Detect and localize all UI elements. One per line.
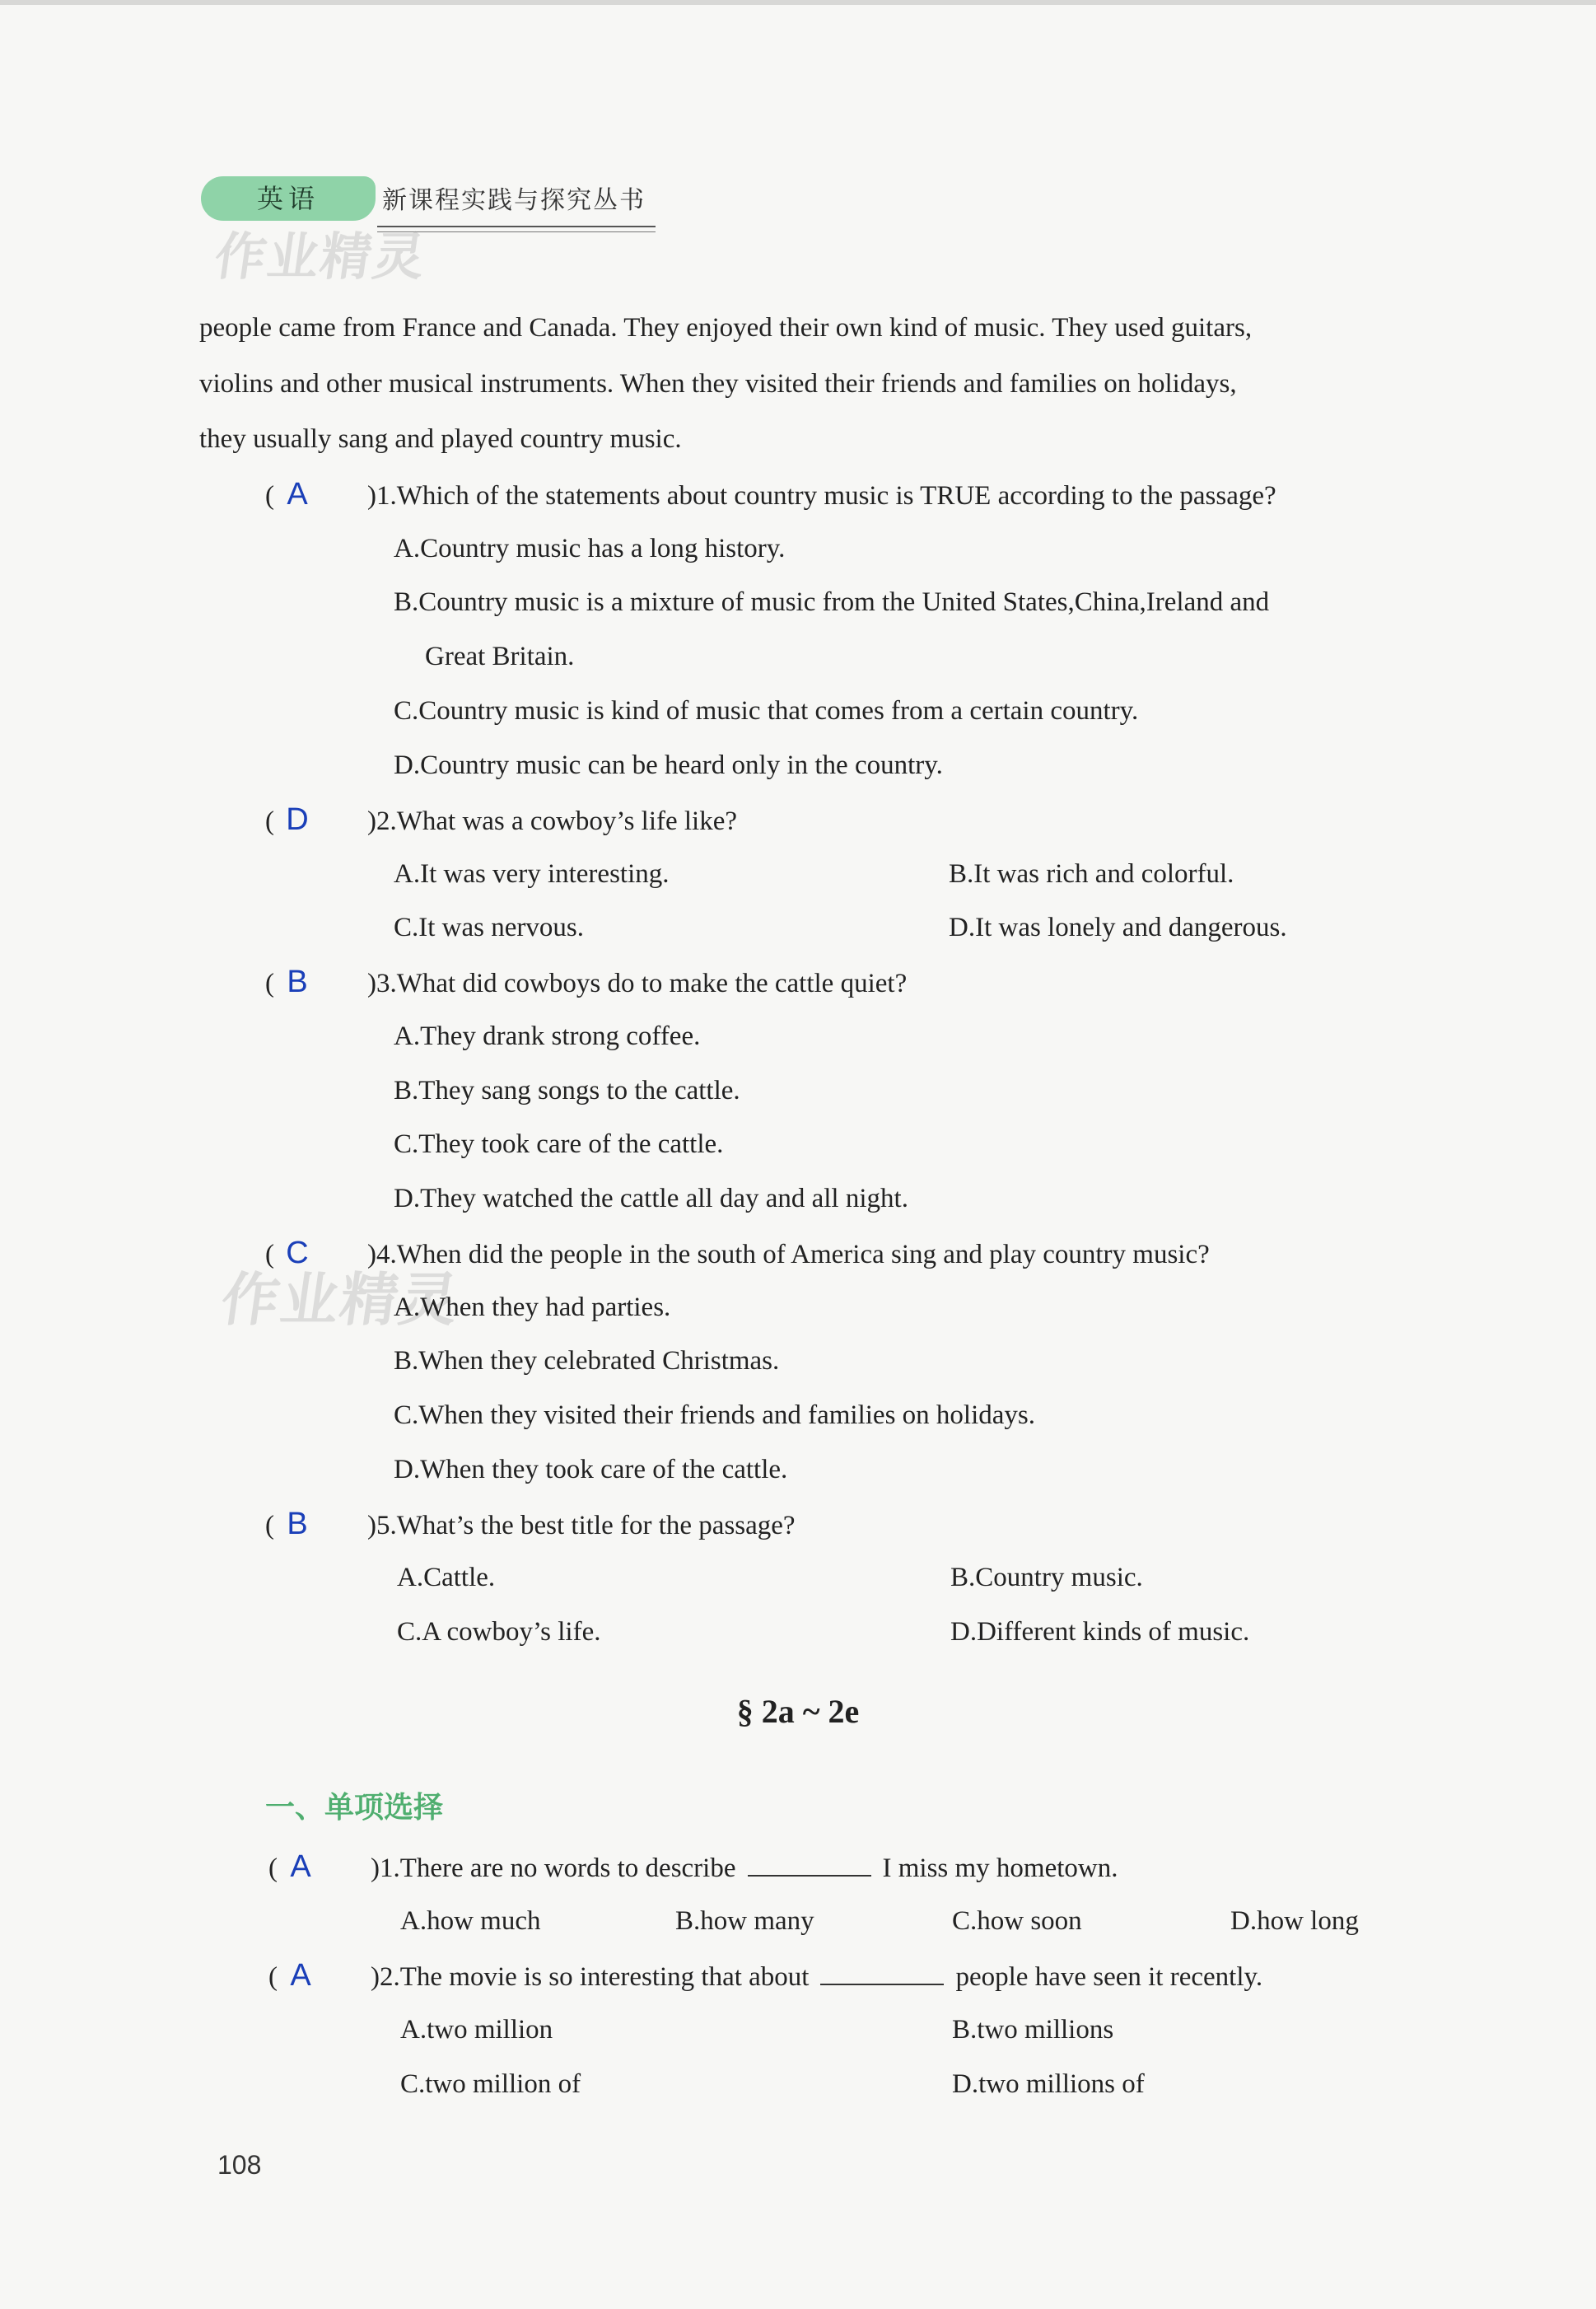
option: C.Country music is kind of music that comes from a certain country. bbox=[394, 696, 1139, 726]
option: A.how much bbox=[400, 1906, 541, 1936]
reading-question-4 bbox=[265, 1236, 1210, 1271]
answer-bracket: ( B bbox=[265, 965, 367, 1000]
answer-bracket: ( C bbox=[265, 1236, 367, 1271]
passage-line: people came from France and Canada. They enjoyed their own kind of music. They used guitars, bbox=[199, 313, 1253, 343]
choice-question-1 bbox=[268, 1850, 1118, 1885]
answer-mark: A bbox=[290, 1849, 311, 1884]
question-text: )2.What was a cowboy’s life like? bbox=[367, 806, 738, 836]
option: D.two millions of bbox=[952, 2069, 1145, 2099]
option: D.Country music can be heard only in the country. bbox=[394, 750, 943, 780]
option: C.two million of bbox=[400, 2069, 581, 2099]
option: C.When they visited their friends and families on holidays. bbox=[394, 1400, 1035, 1430]
option: B.When they celebrated Christmas. bbox=[394, 1346, 780, 1376]
question-text-after: I miss my hometown. bbox=[882, 1853, 1118, 1883]
answer-mark: D bbox=[286, 802, 309, 837]
option: C.They took care of the cattle. bbox=[394, 1129, 724, 1159]
choice-question-2 bbox=[268, 1959, 1262, 1993]
page-number: 108 bbox=[217, 2150, 262, 2180]
option: B.Country music. bbox=[950, 1563, 1143, 1592]
reading-question-5 bbox=[265, 1507, 796, 1542]
option: A.They drank strong coffee. bbox=[394, 1021, 701, 1051]
answer-mark: C bbox=[286, 1236, 309, 1270]
fill-blank bbox=[748, 1850, 871, 1877]
option-continued: Great Britain. bbox=[425, 642, 575, 671]
section-heading: § 2a ~ 2e bbox=[736, 1693, 860, 1730]
question-text: )2.The movie is so interesting that about bbox=[371, 1962, 810, 1992]
option: B.two millions bbox=[952, 2015, 1114, 2045]
question-text: )3.What did cowboys do to make the cattle quiet? bbox=[367, 969, 908, 998]
answer-bracket: ( A bbox=[268, 1850, 371, 1885]
series-title: 新课程实践与探究丛书 bbox=[382, 186, 646, 215]
reading-question-2 bbox=[265, 803, 737, 838]
answer-bracket: ( A bbox=[268, 1959, 371, 1993]
question-text: )5.What’s the best title for the passage? bbox=[367, 1511, 796, 1540]
answer-bracket: ( B bbox=[265, 1507, 367, 1542]
passage-line: violins and other musical instruments. When they visited their friends and families on holidays, bbox=[199, 369, 1237, 399]
option: A.It was very interesting. bbox=[394, 859, 670, 889]
option: D.It was lonely and dangerous. bbox=[949, 913, 1287, 942]
option: A.When they had parties. bbox=[394, 1292, 671, 1322]
watermark-middle: 作业精灵 bbox=[217, 1266, 464, 1334]
reading-question-3 bbox=[265, 965, 907, 1000]
option: B.how many bbox=[675, 1906, 814, 1936]
answer-mark: B bbox=[287, 1507, 308, 1541]
question-text: )4.When did the people in the south of America sing and play country music? bbox=[367, 1240, 1210, 1269]
option: A.Cattle. bbox=[397, 1563, 496, 1592]
option: B.They sang songs to the cattle. bbox=[394, 1076, 740, 1105]
option: B.It was rich and colorful. bbox=[949, 859, 1234, 889]
part-heading: 一、单项选择 bbox=[265, 1791, 444, 1825]
answer-mark: A bbox=[287, 477, 308, 512]
answer-mark: B bbox=[287, 965, 308, 999]
watermark-top: 作业精灵 bbox=[211, 227, 431, 287]
option: C.A cowboy’s life. bbox=[397, 1617, 601, 1647]
answer-bracket: ( D bbox=[265, 803, 367, 838]
question-text-after: people have seen it recently. bbox=[955, 1962, 1263, 1992]
option: D.When they took care of the cattle. bbox=[394, 1455, 788, 1484]
passage-line: they usually sang and played country music. bbox=[199, 424, 682, 454]
question-text: )1.There are no words to describe bbox=[371, 1853, 736, 1883]
subject-tag: 英语 bbox=[201, 176, 376, 221]
option: C.how soon bbox=[952, 1906, 1082, 1936]
reading-question-1 bbox=[265, 478, 1276, 512]
answer-bracket: ( A bbox=[265, 478, 367, 512]
option: D.They watched the cattle all day and all night. bbox=[394, 1184, 908, 1213]
option: D.how long bbox=[1230, 1906, 1359, 1936]
option: D.Different kinds of music. bbox=[950, 1617, 1250, 1647]
option: C.It was nervous. bbox=[394, 913, 584, 942]
top-edge bbox=[0, 0, 1596, 5]
answer-mark: A bbox=[290, 1958, 311, 1993]
option: A.two million bbox=[400, 2015, 553, 2045]
fill-blank bbox=[820, 1959, 944, 1985]
question-text: )1.Which of the statements about country music is TRUE according to the passage? bbox=[367, 481, 1276, 511]
option: A.Country music has a long history. bbox=[394, 534, 786, 563]
option: B.Country music is a mixture of music from the United States,China,Ireland and bbox=[394, 587, 1270, 617]
